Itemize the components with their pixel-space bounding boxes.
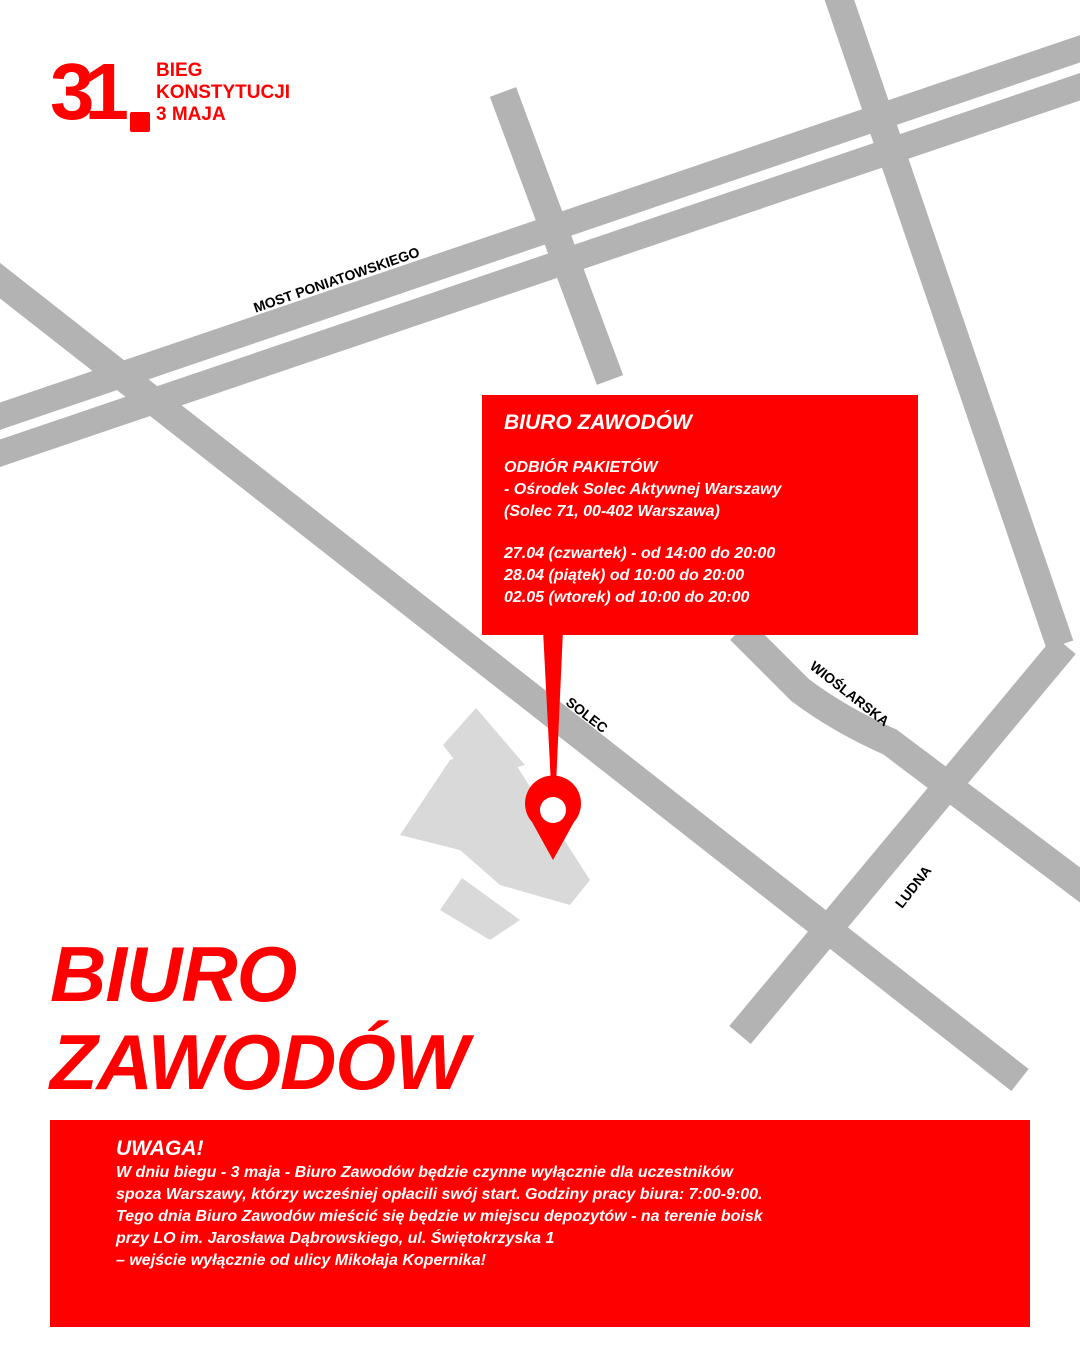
info-box <box>482 395 918 635</box>
logo-line-2: KONSTYTUCJI <box>156 82 291 103</box>
info-box-subtitle: ODBIÓR PAKIETÓW <box>504 459 658 476</box>
logo-dot <box>130 112 150 132</box>
info-box-title: BIURO ZAWODÓW <box>504 411 692 434</box>
info-box-hours-line: 27.04 (czwartek) - od 14:00 do 20:00 <box>504 545 776 562</box>
logo-line-3: 3 MAJA <box>156 104 226 125</box>
info-box-hours-line: 02.05 (wtorek) od 10:00 do 20:00 <box>504 589 750 606</box>
notice-title: UWAGA! <box>116 1137 204 1160</box>
page-title-line-2: ZAWODÓW <box>50 1018 468 1106</box>
page-title-line-1: BIURO <box>50 930 297 1018</box>
info-box-address-line: (Solec 71, 00-402 Warszawa) <box>504 503 720 520</box>
notice-box <box>50 1120 1030 1327</box>
info-box-hours-line: 28.04 (piątek) od 10:00 do 20:00 <box>504 567 745 584</box>
info-box-address-line: - Ośrodek Solec Aktywnej Warszawy <box>504 481 782 498</box>
logo-line-1: BIEG <box>156 60 203 81</box>
road-label-solec: SOLEC <box>563 693 611 737</box>
road-label-ludna: LUDNA <box>891 862 935 911</box>
page-title <box>50 930 468 1106</box>
notice-line: – wejście wyłącznie od ulicy Mikołaja Kopernika! <box>116 1252 486 1269</box>
notice-line: spoza Warszawy, którzy wcześniej opłacili swój start. Godziny pracy biura: 7:00-9:00. <box>116 1186 763 1203</box>
logo-number: 31 <box>50 47 119 136</box>
road-label-wioslarska: WIOŚLARSKA <box>807 657 893 730</box>
road-label-most-poniatowskiego: MOST PONIATOWSKIEGO <box>251 243 422 316</box>
notice-line: przy LO im. Jarosława Dąbrowskiego, ul. Świętokrzyska 1 <box>116 1230 555 1247</box>
logo-text <box>156 60 290 126</box>
notice-line: W dniu biegu - 3 maja - Biuro Zawodów będzie czynne wyłącznie dla uczestników <box>116 1164 733 1181</box>
notice-line: Tego dnia Biuro Zawodów mieścić się będzie w miejscu depozytów - na terenie boisk <box>116 1208 763 1225</box>
